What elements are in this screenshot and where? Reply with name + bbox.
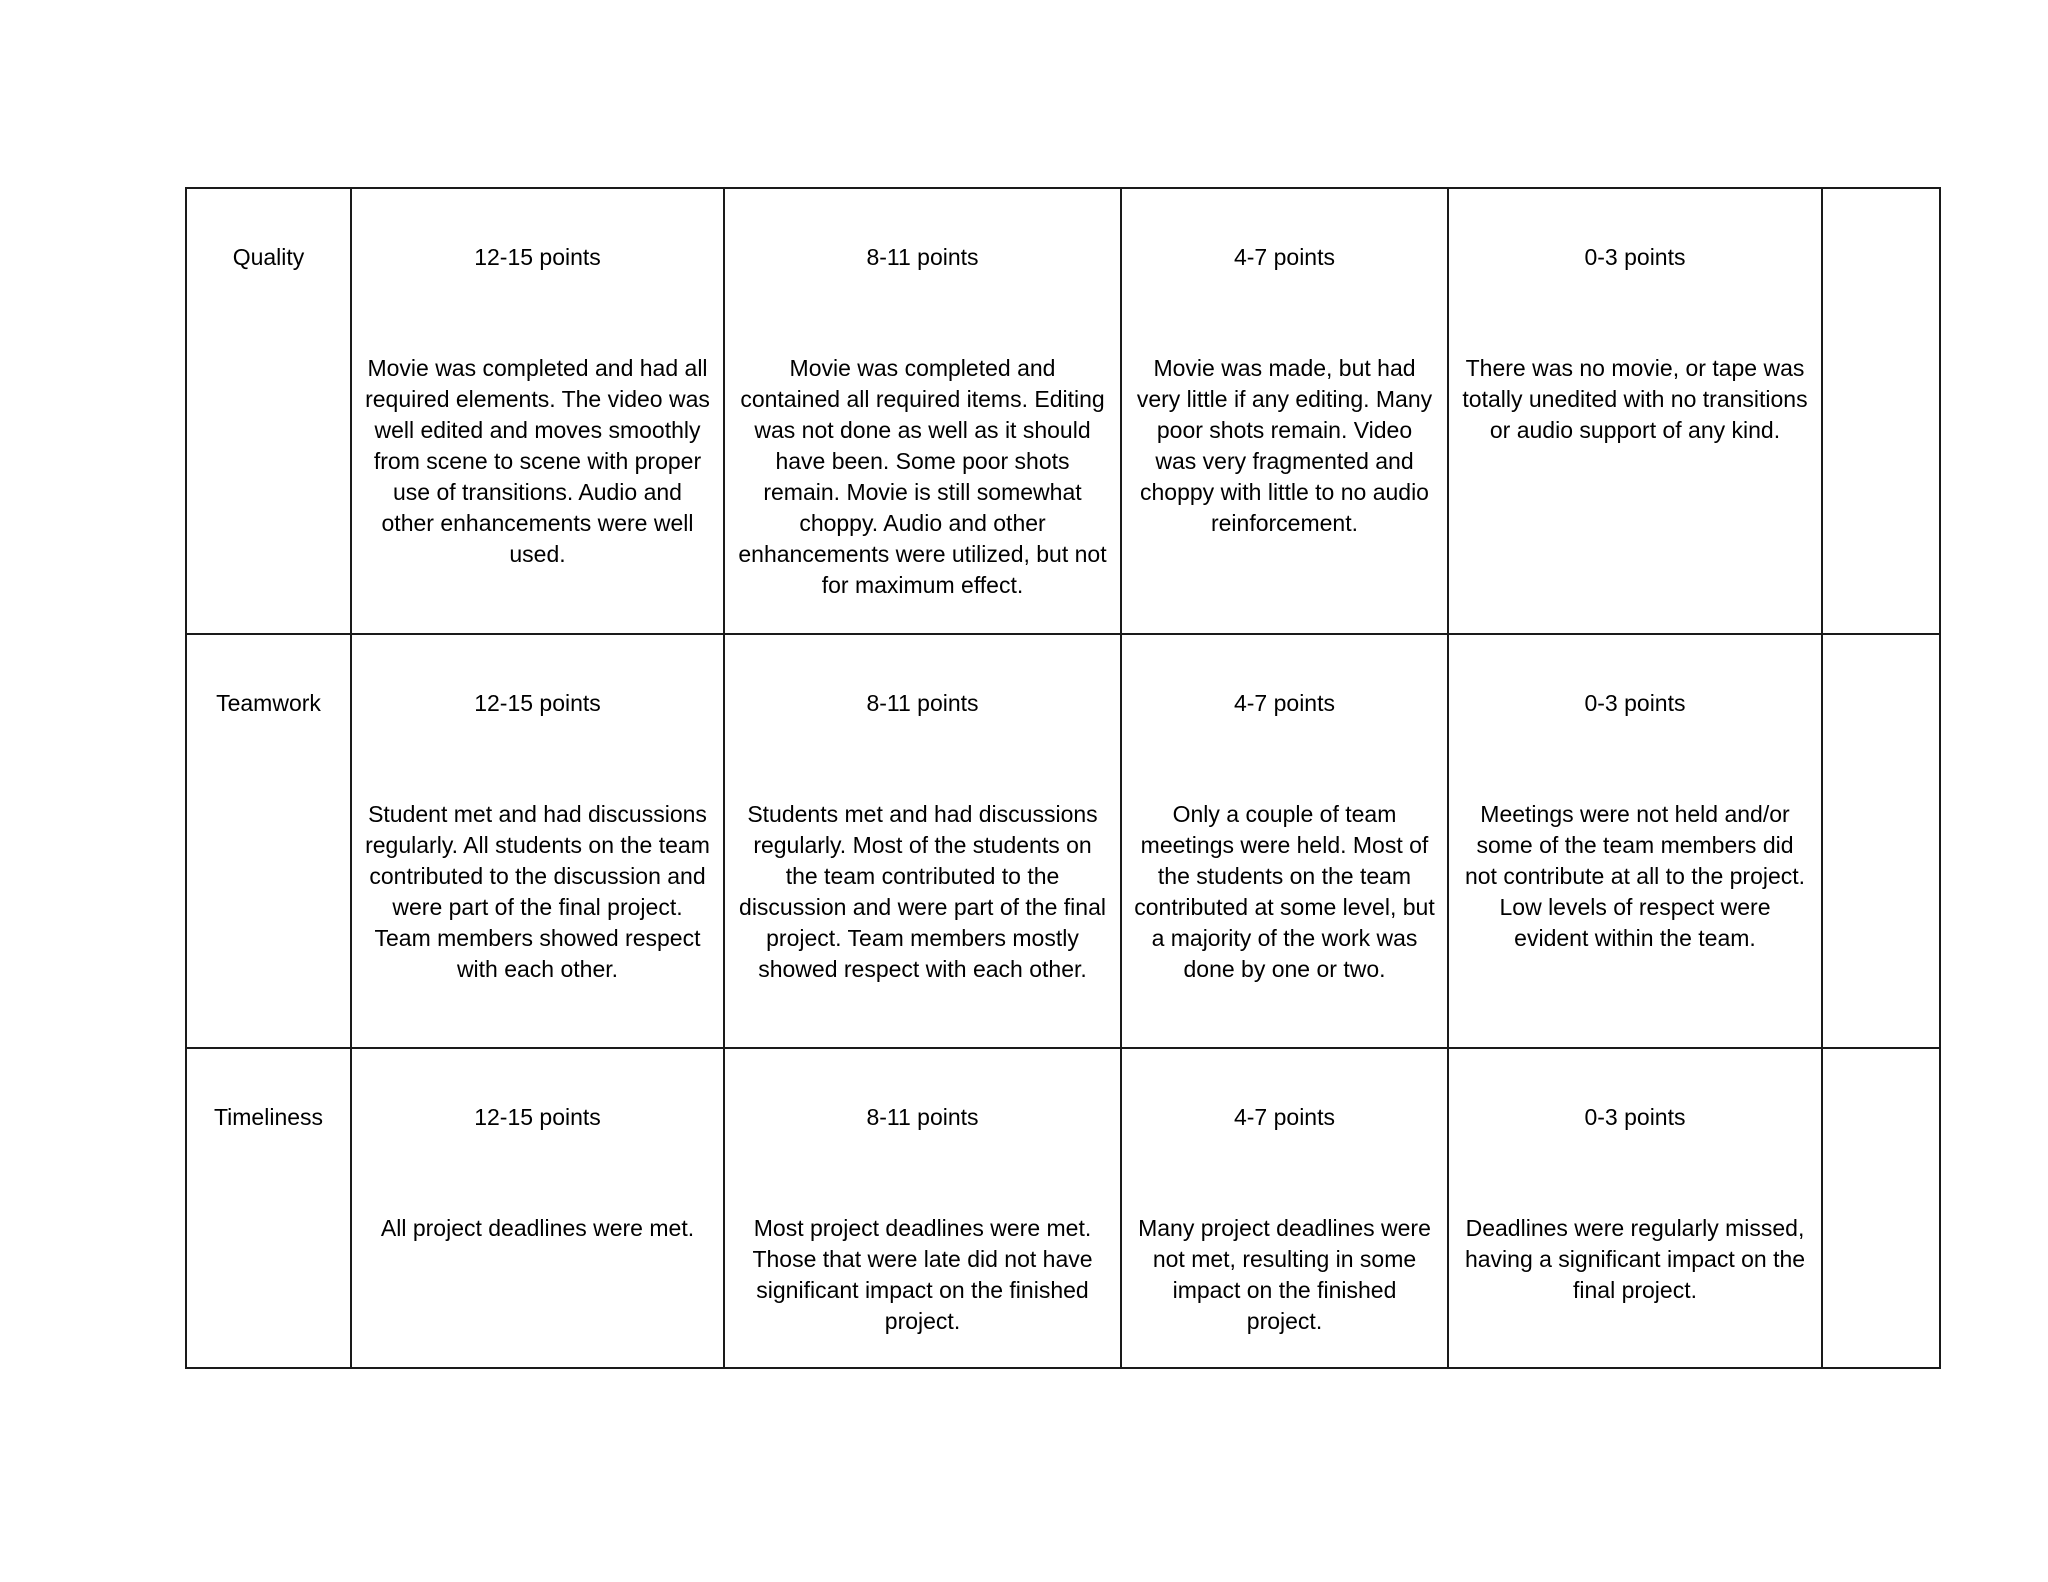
- level-cell: [1448, 1048, 1822, 1368]
- rubric-table: [185, 187, 1941, 1369]
- level-points: 8-11 points: [866, 1104, 979, 1130]
- level-points: 0-3 points: [1584, 690, 1686, 716]
- level-cell: [1121, 1048, 1448, 1368]
- criterion-cell: [186, 634, 351, 1048]
- level-cell: [724, 634, 1121, 1048]
- level-points: 0-3 points: [1584, 244, 1686, 270]
- level-cell: [1121, 188, 1448, 634]
- level-description: Many project deadlines were not met, resulting in some impact on the finished project.: [1138, 1215, 1431, 1334]
- level-cell: [1448, 188, 1822, 634]
- rubric-row-timeliness: [186, 1048, 1940, 1368]
- level-description: Deadlines were regularly missed, having a significant impact on the final project.: [1464, 1215, 1806, 1303]
- level-points: 12-15 points: [474, 690, 601, 716]
- level-cell: [351, 1048, 724, 1368]
- level-description: Meetings were not held and/or some of the team members did not contribute at all to the project. Low levels of respect were evident within the team.: [1464, 801, 1806, 951]
- level-points: 12-15 points: [474, 244, 601, 270]
- score-cell: [1822, 634, 1940, 1048]
- level-cell: [1121, 634, 1448, 1048]
- criterion-label: Quality: [232, 244, 305, 270]
- level-description: Student met and had discussions regularly. All students on the team contributed to the discussion and were part of the final project. Team members showed respect with each other.: [365, 801, 710, 982]
- level-points: 4-7 points: [1233, 1104, 1335, 1130]
- level-description: Movie was completed and contained all required items. Editing was not done as well as it should have been. Some poor shots remain. Movie is still somewhat choppy. Audio and other enhancements were utilized, but not for maximum effect.: [738, 355, 1107, 598]
- criterion-label: Timeliness: [213, 1104, 324, 1130]
- level-description: Most project deadlines were met. Those that were late did not have significant impact on the finished project.: [752, 1215, 1093, 1334]
- level-cell: [724, 1048, 1121, 1368]
- level-cell: [724, 188, 1121, 634]
- level-description: Movie was made, but had very little if any editing. Many poor shots remain. Video was very fragmented and choppy with little to no audio reinforcement.: [1136, 355, 1433, 536]
- criterion-cell: [186, 188, 351, 634]
- level-cell: [351, 188, 724, 634]
- score-cell: [1822, 1048, 1940, 1368]
- criterion-label: Teamwork: [216, 690, 321, 716]
- level-cell: [1448, 634, 1822, 1048]
- level-cell: [351, 634, 724, 1048]
- level-description: There was no movie, or tape was totally unedited with no transitions or audio support of any kind.: [1462, 355, 1808, 443]
- level-description: Students met and had discussions regularly. Most of the students on the team contributed to the discussion and were part of the final project. Team members mostly showed respect with each other.: [739, 801, 1106, 982]
- level-points: 8-11 points: [866, 244, 979, 270]
- level-description: Only a couple of team meetings were held. Most of the students on the team contributed at some level, but a majority of the work was done by one or two.: [1134, 801, 1435, 982]
- level-description: All project deadlines were met.: [380, 1215, 695, 1241]
- level-points: 4-7 points: [1233, 690, 1335, 716]
- level-points: 4-7 points: [1233, 244, 1335, 270]
- criterion-cell: [186, 1048, 351, 1368]
- level-points: 0-3 points: [1584, 1104, 1686, 1130]
- level-points: 8-11 points: [866, 690, 979, 716]
- level-description: Movie was completed and had all required elements. The video was well edited and moves smoothly from scene to scene with proper use of transitions. Audio and other enhancements were well used.: [365, 355, 710, 567]
- level-points: 12-15 points: [474, 1104, 601, 1130]
- rubric-row-teamwork: [186, 634, 1940, 1048]
- rubric-row-quality: [186, 188, 1940, 634]
- score-cell: [1822, 188, 1940, 634]
